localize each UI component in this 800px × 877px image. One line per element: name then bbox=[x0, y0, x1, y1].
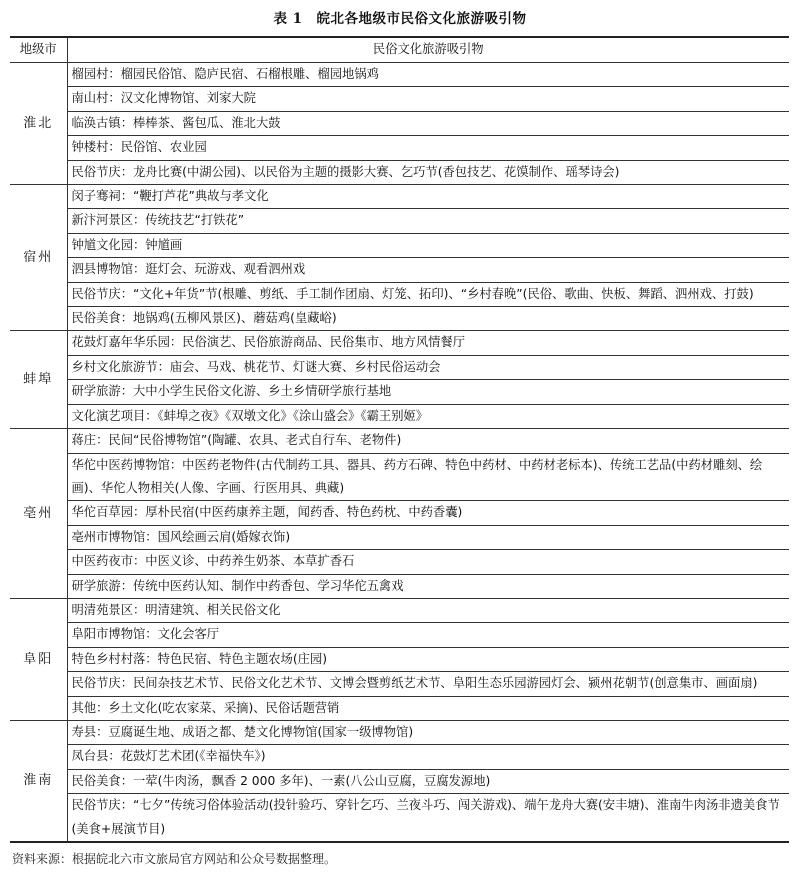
table-row bbox=[10, 623, 789, 647]
attraction-cell: 研学旅游：大中小学生民俗文化游、乡土乡情研学旅行基地 bbox=[67, 380, 789, 404]
attraction-cell: 华佗百草园：厚朴民宿(中医药康养主题，闻药香、特色药枕、中药香囊) bbox=[67, 501, 789, 525]
attraction-cell: 明清苑景区：明清建筑、相关民俗文化 bbox=[67, 598, 789, 622]
attraction-cell: 凤台县：花鼓灯艺术团(《幸福快车》) bbox=[67, 745, 789, 769]
attraction-cell: 阜阳市博物馆：文化会客厅 bbox=[67, 623, 789, 647]
attraction-cell: 民俗美食：地锅鸡(五柳风景区)、蘑菇鸡(皇藏峪) bbox=[67, 307, 789, 331]
table-row bbox=[10, 160, 789, 184]
attraction-cell: 钟馗文化园：钟馗画 bbox=[67, 233, 789, 257]
table-row bbox=[10, 258, 789, 282]
table-row bbox=[10, 550, 789, 574]
table-row bbox=[10, 745, 789, 769]
attraction-cell: 闵子骞祠：“鞭打芦花”典故与孝文化 bbox=[67, 185, 789, 209]
table-row bbox=[10, 209, 789, 233]
table-row bbox=[10, 111, 789, 135]
attraction-cell: 民俗节庆：“七夕”传统习俗体验活动(投针验巧、穿针乞巧、兰夜斗巧、闯关游戏)、端午龙舟大赛(安丰塘)、淮南牛肉汤非遗美食节(美食+展演节目) bbox=[67, 794, 789, 842]
table-row bbox=[10, 355, 789, 379]
table-caption: 表 1 皖北各地级市民俗文化旅游吸引物 bbox=[273, 11, 527, 27]
attraction-cell: 临涣古镇：棒棒茶、酱包瓜、淮北大鼓 bbox=[67, 111, 789, 135]
attraction-cell: 研学旅游：传统中医药认知、制作中药香包、学习华佗五禽戏 bbox=[67, 574, 789, 598]
table-row bbox=[10, 647, 789, 671]
city-cell: 阜阳 bbox=[10, 598, 67, 720]
city-cell: 宿州 bbox=[10, 185, 67, 331]
attraction-cell: 华佗中医药博物馆：中医药老物件(古代制药工具、器具、药方石碑、特色中药材、中药材老标本)、传统工艺品(中药材雕刻、绘画)、华佗人物相关(人像、字画、行医用具、典藏) bbox=[67, 453, 789, 501]
table-body bbox=[10, 37, 789, 842]
table-row bbox=[10, 380, 789, 404]
attraction-cell: 榴园村：榴园民俗馆、隐庐民宿、石榴根雕、榴园地锅鸡 bbox=[67, 63, 789, 87]
attraction-cell: 寿县：豆腐诞生地、成语之都、楚文化博物馆(国家一级博物馆) bbox=[67, 720, 789, 744]
table-row bbox=[10, 501, 789, 525]
attraction-cell: 中医药夜市：中医义诊、中药养生奶茶、本草扩香石 bbox=[67, 550, 789, 574]
attraction-cell: 钟楼村：民俗馆、农业园 bbox=[67, 136, 789, 160]
table-row bbox=[10, 282, 789, 306]
table-row bbox=[10, 429, 789, 453]
city-cell: 淮北 bbox=[10, 63, 67, 185]
attraction-cell: 乡村文化旅游节：庙会、马戏、桃花节、灯谜大赛、乡村民俗运动会 bbox=[67, 355, 789, 379]
table-row bbox=[10, 307, 789, 331]
table-row bbox=[10, 233, 789, 257]
attraction-cell: 特色乡村村落：特色民宿、特色主题农场(庄园) bbox=[67, 647, 789, 671]
table-row bbox=[10, 769, 789, 793]
source-note: 资料来源：根据皖北六市文旅局官方网站和公众号数据整理。 bbox=[12, 852, 337, 866]
table-row bbox=[10, 331, 789, 355]
attraction-cell: 文化演艺项目：《蚌埠之夜》《双墩文化》《涂山盛会》《霸王别姬》 bbox=[67, 404, 789, 428]
table-row bbox=[10, 87, 789, 111]
header-row bbox=[10, 37, 789, 63]
city-cell: 亳州 bbox=[10, 429, 67, 599]
table-row bbox=[10, 453, 789, 501]
table-row bbox=[10, 598, 789, 622]
city-cell: 淮南 bbox=[10, 720, 67, 842]
header-city: 地级市 bbox=[10, 37, 67, 63]
table-row bbox=[10, 672, 789, 696]
attraction-cell: 泗县博物馆：逛灯会、玩游戏、观看泗州戏 bbox=[67, 258, 789, 282]
attraction-cell: 蒋庄：民间“民俗博物馆”(陶罐、农具、老式自行车、老物件) bbox=[67, 429, 789, 453]
table-row bbox=[10, 525, 789, 549]
table-row bbox=[10, 404, 789, 428]
attraction-cell: 其他：乡土文化(吃农家菜、采摘)、民俗话题营销 bbox=[67, 696, 789, 720]
table-row bbox=[10, 136, 789, 160]
table-row bbox=[10, 63, 789, 87]
attraction-cell: 花鼓灯嘉年华乐园：民俗演艺、民俗旅游商品、民俗集市、地方风情餐厅 bbox=[67, 331, 789, 355]
attraction-cell: 民俗节庆：民间杂技艺术节、民俗文化艺术节、文博会暨剪纸艺术节、阜阳生态乐园游园灯会、颍州花朝节(创意集市、画面扇) bbox=[67, 672, 789, 696]
attraction-cell: 亳州市博物馆：国风绘画云肩(婚嫁衣饰) bbox=[67, 525, 789, 549]
table-row bbox=[10, 185, 789, 209]
attraction-cell: 民俗美食：一荤(牛肉汤，飘香 2 000 多年)、一素(八公山豆腐，豆腐发源地) bbox=[67, 769, 789, 793]
city-cell: 蚌埠 bbox=[10, 331, 67, 429]
attraction-cell: 南山村：汉文化博物馆、刘家大院 bbox=[67, 87, 789, 111]
attraction-cell: 新汴河景区：传统技艺“打铁花” bbox=[67, 209, 789, 233]
table-row bbox=[10, 794, 789, 842]
header-attractions: 民俗文化旅游吸引物 bbox=[67, 37, 789, 63]
table-row bbox=[10, 574, 789, 598]
table-row bbox=[10, 720, 789, 744]
attractions-table bbox=[10, 36, 789, 843]
attraction-cell: 民俗节庆：“文化+年货”节(根雕、剪纸、手工制作团扇、灯笼、拓印)、“乡村春晚”(民俗、歌曲、快板、舞蹈、泗州戏、打鼓) bbox=[67, 282, 789, 306]
attraction-cell: 民俗节庆：龙舟比赛(中湖公园)、以民俗为主题的摄影大赛、乞巧节(香包技艺、花馍制作、瑶琴诗会) bbox=[67, 160, 789, 184]
table-row bbox=[10, 696, 789, 720]
